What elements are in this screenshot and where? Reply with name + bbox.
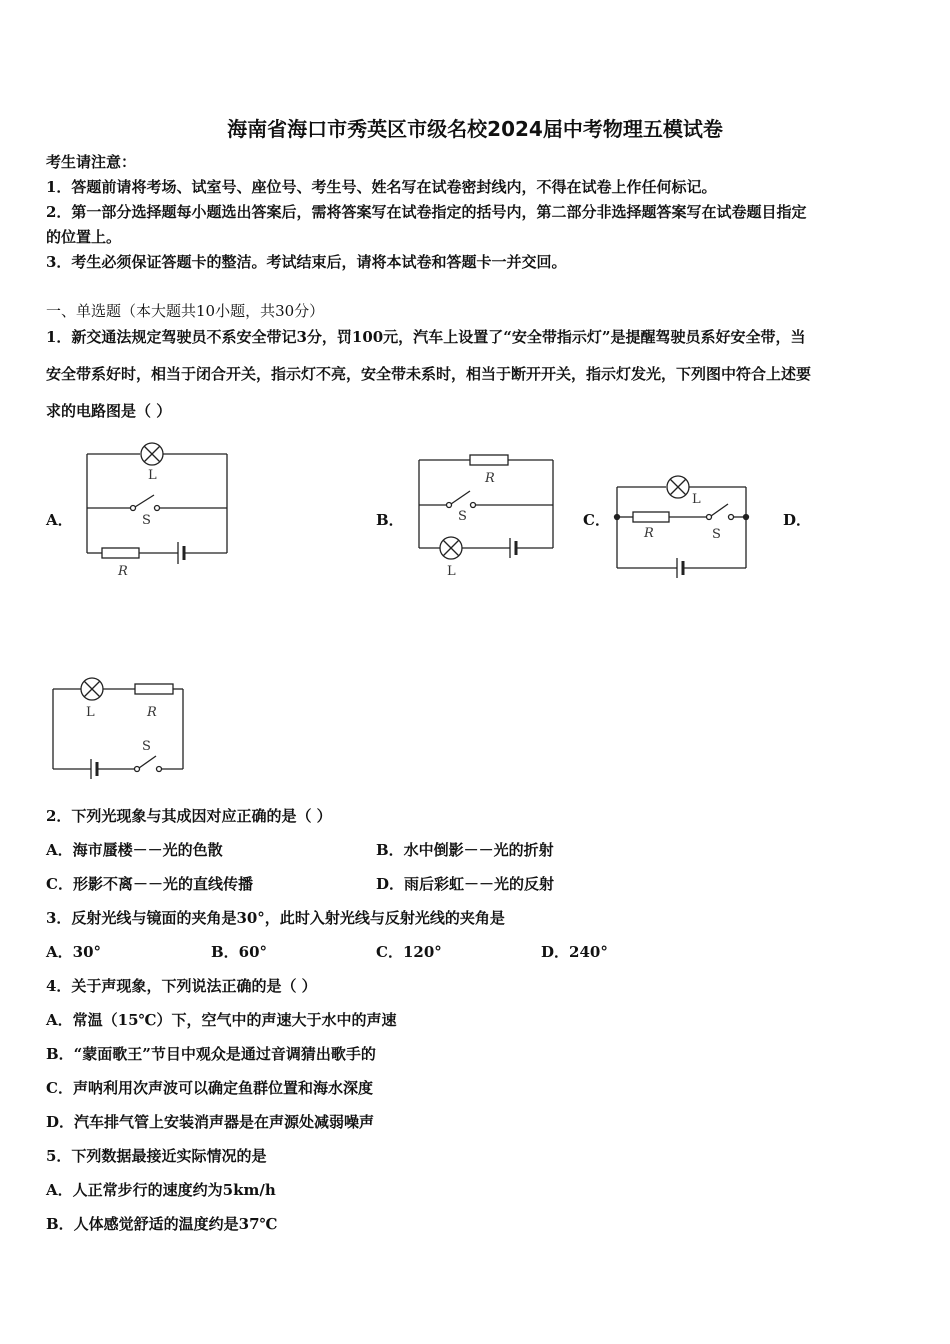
q4-option-d[interactable]: D．汽车排气管上安装消声器是在声源处减弱噪声 (46, 1113, 375, 1131)
resistor-icon (470, 455, 508, 465)
lamp-symbol: L (148, 468, 157, 483)
q1-option-a-label[interactable]: A． (46, 511, 73, 529)
resistor-icon (135, 684, 173, 694)
q4-option-b[interactable]: B．“蒙面歌王”节目中观众是通过音调猜出歌手的 (46, 1045, 376, 1063)
q5-option-a[interactable]: A．人正常步行的速度约为5km/h (46, 1181, 276, 1199)
q3-option-d[interactable]: D．240° (541, 943, 608, 961)
switch-icon (135, 767, 140, 772)
resistor-symbol: R (147, 705, 157, 720)
page-title: 海南省海口市秀英区市级名校2024届中考物理五模试卷 (227, 117, 723, 141)
q4-option-a[interactable]: A．常温（15℃）下，空气中的声速大于水中的声速 (46, 1011, 397, 1029)
notice-item: 的位置上。 (46, 228, 122, 246)
q3-option-a[interactable]: A．30° (46, 943, 102, 961)
notice-item: 1．答题前请将考场、试室号、座位号、考生号、姓名写在试卷密封线内，不得在试卷上作任何标记。 (46, 178, 717, 196)
q2-option-a[interactable]: A．海市蜃楼－－光的色散 (46, 841, 223, 859)
q5-stem: 5．下列数据最接近实际情况的是 (46, 1147, 267, 1165)
q1-stem-line: 1．新交通法规定驾驶员不系安全带记3分，罚100元，汽车上设置了“安全带指示灯”是提醒驾驶员系好安全带，当 (46, 328, 806, 346)
resistor-icon (102, 548, 139, 558)
q1-option-d-label[interactable]: D． (783, 511, 812, 529)
switch-symbol: S (142, 739, 151, 754)
q3-option-b[interactable]: B．60° (211, 943, 268, 961)
q1-stem-line: 求的电路图是（ ） (46, 402, 172, 420)
q4-stem: 4．关于声现象，下列说法正确的是（ ） (46, 977, 317, 995)
notice-item: 3．考生必须保证答题卡的整洁。考试结束后，请将本试卷和答题卡一并交回。 (46, 253, 567, 271)
switch-icon (131, 506, 136, 511)
switch-icon (447, 503, 452, 508)
q1-option-c-label[interactable]: C． (583, 511, 610, 529)
notice-item: 2．第一部分选择题每小题选出答案后，需将答案写在试卷指定的括号内，第二部分非选择题答案写在试卷题目指定 (46, 203, 807, 221)
resistor-symbol: R (485, 471, 495, 486)
q1-stem-line: 安全带系好时，相当于闭合开关，指示灯不亮，安全带未系时，相当于断开开关，指示灯发光，下列图中符合上述要 (46, 365, 812, 383)
switch-icon (707, 515, 712, 520)
lamp-symbol: L (692, 492, 701, 507)
notice-heading: 考生请注意： (46, 153, 137, 171)
circuit-diagram-a (80, 438, 240, 583)
lamp-symbol: L (86, 705, 95, 720)
q2-option-b[interactable]: B．水中倒影－－光的折射 (376, 841, 554, 859)
switch-symbol: S (712, 527, 721, 542)
circuit-diagram-c (608, 472, 756, 582)
q2-stem: 2．下列光现象与其成因对应正确的是（ ） (46, 807, 332, 825)
resistor-icon (633, 512, 669, 522)
q1-option-b-label[interactable]: B． (376, 511, 404, 529)
switch-symbol: S (458, 509, 467, 524)
q4-option-c[interactable]: C．声呐利用次声波可以确定鱼群位置和海水深度 (46, 1079, 373, 1097)
circuit-diagram-b (412, 448, 560, 580)
q5-option-b[interactable]: B．人体感觉舒适的温度约是37℃ (46, 1215, 278, 1233)
q2-option-c[interactable]: C．形影不离－－光的直线传播 (46, 875, 253, 893)
q3-stem: 3．反射光线与镜面的夹角是30°，此时入射光线与反射光线的夹角是 (46, 909, 505, 927)
q2-option-d[interactable]: D．雨后彩虹－－光的反射 (376, 875, 555, 893)
resistor-symbol: R (118, 564, 128, 579)
circuit-diagram-d (46, 674, 194, 784)
section-heading: 一、单选题（本大题共10小题，共30分） (46, 302, 325, 320)
switch-symbol: S (142, 513, 151, 528)
lamp-symbol: L (447, 564, 456, 579)
q3-option-c[interactable]: C．120° (376, 943, 442, 961)
resistor-symbol: R (644, 526, 654, 541)
